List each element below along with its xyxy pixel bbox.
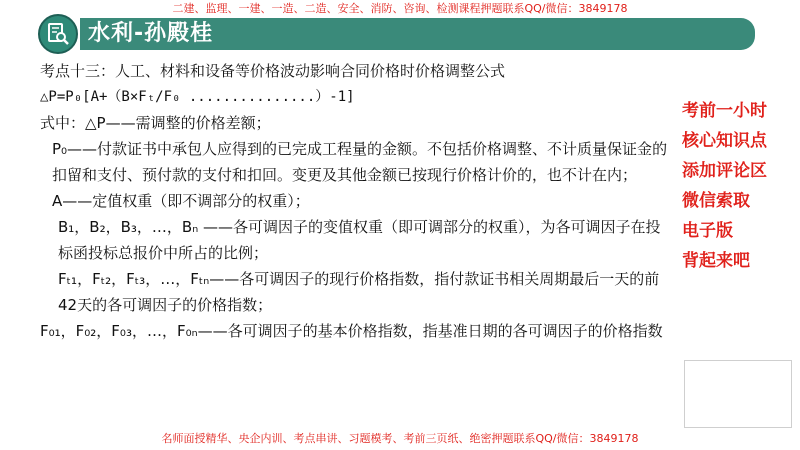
definition-a: A——定值权重（即不调部分的权重）； [52, 192, 310, 210]
definition-ft: Fₜ₁，Fₜ₂，Fₜ₃，…，Fₜₙ——各可调因子的现行价格指数，指付款证书相关周期最后一天的前42天的各可调因子的价格指数； [58, 270, 660, 314]
bottom-banner: 名师面授精华、央企内训、考点串讲、习题模考、考前三页纸、绝密押题联系QQ/微信：3849178 [161, 432, 639, 445]
header [0, 12, 800, 56]
definition-b: B₁，B₂，B₃，…，Bₙ ——各可调因子的变值权重（即可调部分的权重），为各可调因子在投标函投标总报价中所占的比例； [58, 218, 661, 262]
top-banner: 二建、监理、一建、一造、二造、安全、消防、咨询、检测课程押题联系QQ/微信：3849178 [172, 2, 628, 15]
side-note: 背起来吧 [682, 251, 750, 271]
logo [38, 14, 78, 54]
side-note: 核心知识点 [682, 131, 767, 151]
section-heading: 考点十三：人工、材料和设备等价格波动影响合同价格时价格调整公式 [40, 62, 506, 80]
title-bar [80, 18, 755, 50]
definition-p0: P₀——付款证书中承包人应得到的已完成工程量的金额。不包括价格调整、不计质量保证金的扣留和支付、预付款的支付和扣回。变更及其他金额已按现行价格计价的，也不计在内； [52, 140, 668, 184]
main-content [40, 58, 670, 344]
definition-f0: F₀₁，F₀₂，F₀₃，…，F₀ₙ——各可调因子的基本价格指数，指基准日期的各可调因子的价格指数 [40, 322, 663, 340]
side-note: 微信索取 [682, 191, 750, 211]
corner-panel [684, 360, 792, 428]
side-notes [676, 96, 796, 276]
page-title: 水利-孙殿桂 [88, 21, 214, 46]
side-note: 添加评论区 [682, 161, 767, 181]
document-search-icon [46, 22, 70, 46]
side-note: 考前一小时 [682, 101, 767, 121]
formula-note: 式中：△P——需调整的价格差额； [40, 114, 271, 132]
formula: △P=P₀[A+（B×Fₜ/F₀ ...............）-1] [40, 89, 355, 105]
side-note: 电子版 [682, 221, 733, 241]
